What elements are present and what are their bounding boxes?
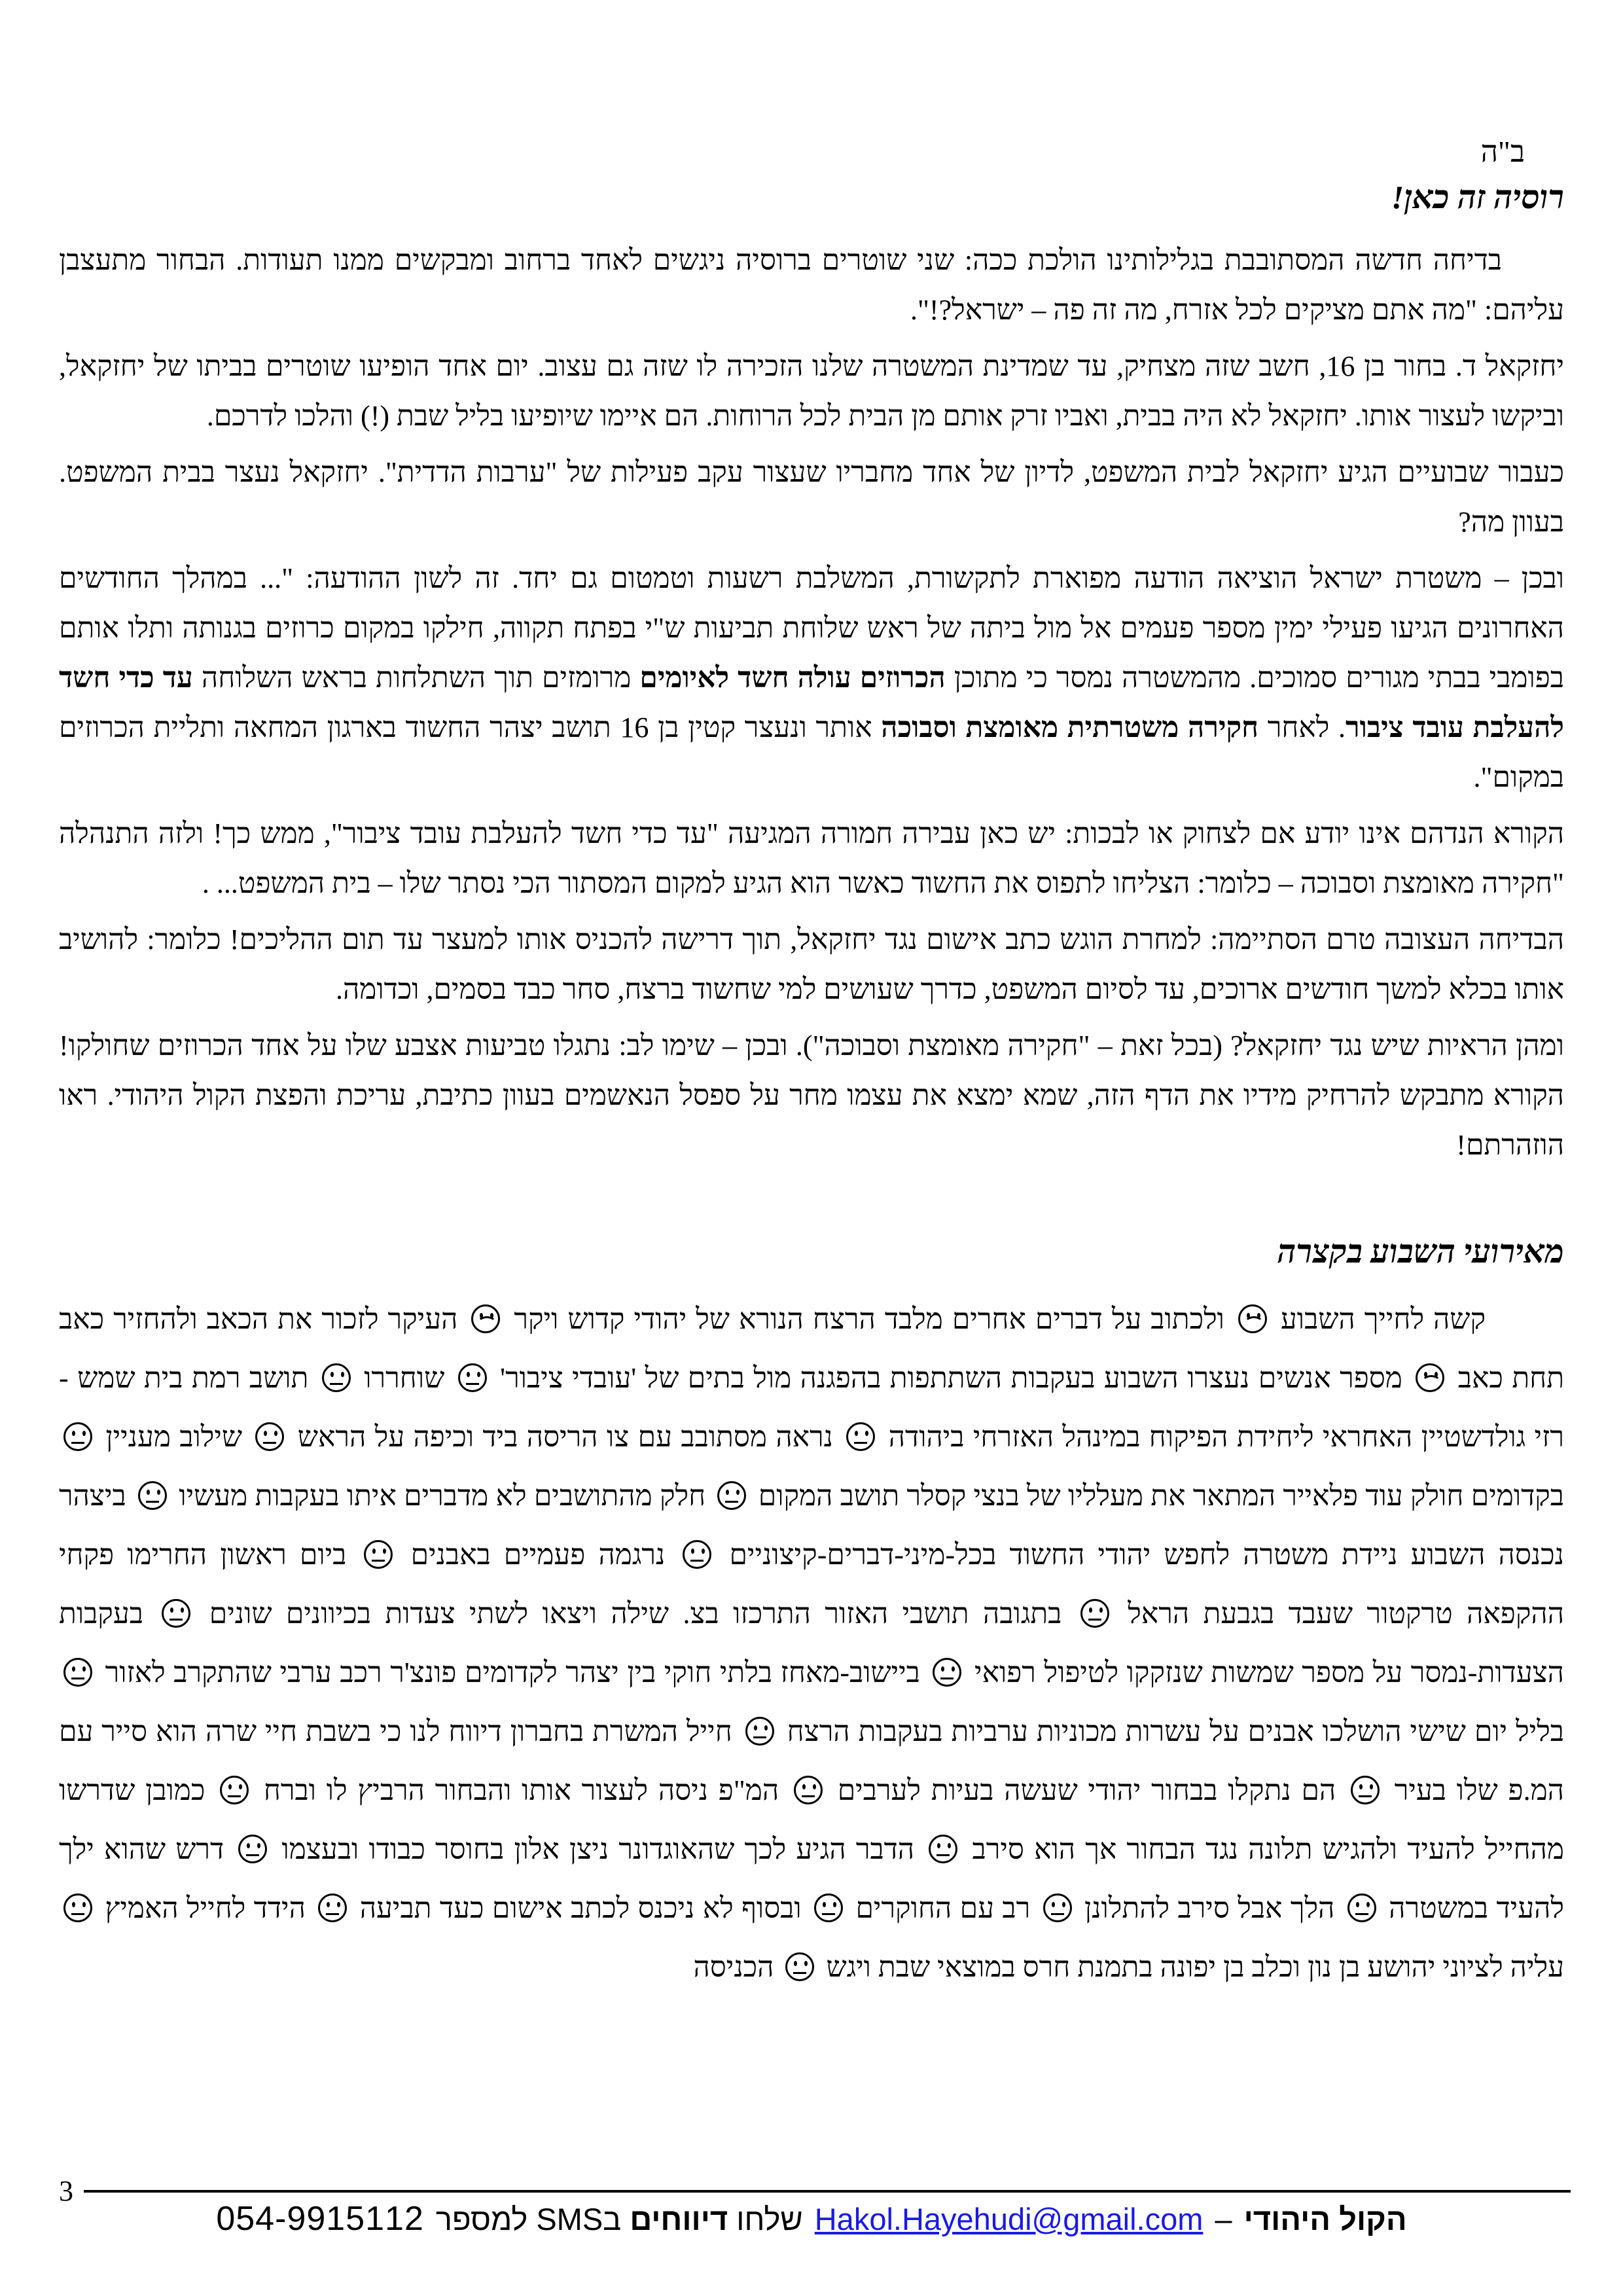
article-paragraph: כעבור שבועיים הגיע יחזקאל לבית המשפט, לדיון של אחד מחבריו שעצור עקב פעילות של "ערבות הדדית". יחזקאל נעצר בבית המשפט. בעוון מה? <box>59 456 1564 538</box>
neutral-face-icon <box>458 1363 487 1392</box>
article-paragraph: ובכן – משטרת ישראל הוציאה הודעה מפוארת לתקשורת, המשלבת רשעות וטמטום גם יחד. זה לשון ההודעה: "... במהלך החודשים האחרונים הגיעו פעילי ימין מספר פעמים אל מול ביתה של ראש שלוחת תביעות ש"י בפתח תקווה, חילקו במקום כרוזים בגנותה ותלו אותם בפומבי בבתי מגורים סמוכים. מהמשטרה נמסר כי מתוכן הכרוזים עולה חשד לאיומים מרומזים תוך השתלחות בראש השלוחה עד כדי חשד להעלבת עובד ציבור. לאחר חקירה משטרתית מאומצת וסבוכה אותר ונעצר קטין בן 16 תושב יצהר החשוד בארגון המחאה ותליית הכרוזים במקום". <box>59 562 1564 793</box>
article-body <box>59 236 1564 1170</box>
events-section-body: קשה לחייך השבוע ולכתוב על דברים אחרים מלבד הרצח הנורא של יהודי קדוש ויקר העיקר לזכור את הכאב ולהחזיר כאב תחת כאב מספר אנשים נעצרו השבוע בעקבות השתתפות בהפגנה מול בתים של 'עובדי ציבור' שוחררו תושב רמת בית שמש - רזי גולדשטיין האחראי ליחידת הפיקוח במינהל האזרחי ביהודה נראה מסתובב עם צו הריסה ביד וכיפה על הראש שילוב מעניין בקדומים חולק עוד פלאייר המתאר את מעלליו של בנצי קסלר תושב המקום חלק מהתושבים לא מדברים איתו בעקבות מעשיו ביצהר נכנסה השבוע ניידת משטרה לחפש יהודי החשוד בכל-מיני-דברים-קיצוניים נרגמה פעמיים באבנים ביום ראשון החרימו פקחי ההקפאה טרקטור שעבד בגבעת הראל בתגובה תושבי האזור התרכזו בצ. שילה ויצאו לשתי צעדות בכיוונים שונים בעקבות הצעדות-נמסר על מספר שמשות שנזקקו לטיפול רפואי ביישוב-מאחז בלתי חוקי בין יצהר לקדומים פונצ'ר רכב ערבי שהתקרב לאזור בליל יום שישי הושלכו אבנים על עשרות מכוניות ערביות בעקבות הרצח חייל המשרת בחברון דיווח לנו כי בשבת חיי שרה הוא סייר עם המ.פ שלו בעיר הם נתקלו בבחור יהודי שעשה בעיות לערבים המ"פ ניסה לעצור אותו והבחור הרביץ לו וברח כמובן שדרשו מהחייל להעיד ולהגיש תלונה נגד הבחור אך הוא סירב הדבר הגיע לכך שהאוגדונר ניצן אלון בחוסר כבודו ובעצמו דרש שהוא ילך להעיד במשטרה הלך אבל סירב להתלונן רב עם החוקרים ובסוף לא ניכנס לכתב אישום כעד תביעה הידד לחייל האמיץ עליה לציוני יהושע בן נון וכלב בן יפונה בתמנת חרס במוצאי שבת ויגש הכניסה <box>59 1303 1565 1983</box>
neutral-face-icon <box>929 1835 957 1863</box>
neutral-face-icon <box>318 1893 347 1922</box>
neutral-face-icon <box>138 1481 167 1510</box>
footer-dash: – <box>1215 2202 1232 2236</box>
neutral-face-icon <box>364 1540 393 1569</box>
neutral-face-icon <box>1351 1776 1380 1804</box>
neutral-face-icon <box>238 1835 267 1863</box>
neutral-face-icon <box>717 1481 746 1510</box>
neutral-face-icon <box>814 1893 843 1922</box>
neutral-face-icon <box>162 1599 190 1628</box>
neutral-face-icon <box>745 1717 774 1746</box>
neutral-face-icon <box>220 1776 249 1804</box>
article-paragraph: ומהן הראיות שיש נגד יחזקאל? (בכל זאת – "חקירה מאומצת וסבוכה"). ובכן – שימו לב: נתגלו טביעות אצבע שלו על אחד הכרוזים שחולקו! הקורא מתבקש להרחיק מידיו את הדף הזה, שמא ימצא את עצמו מחר על ספסל הנאשמים בעוון כתיבת, עריכת והפצת הקול היהודי. ראו הוזהרתם! <box>59 1030 1564 1161</box>
neutral-face-icon <box>1043 1893 1072 1922</box>
article-paragraph: יחזקאל ד. בחור בן 16, חשב שזה מצחיק, עד שמדינת המשטרה שלנו הזכירה לו שזה גם עצוב. יום אחד הופיעו שוטרים בביתו של יחזקאל, וביקשו לעצור אותו. יחזקאל לא היה בבית, ואביו זרק אותם מן הבית לכל הרוחות. הם איימו שיופיעו בליל שבת (!) והלכו לדרכם. <box>59 350 1564 432</box>
neutral-face-icon <box>1080 1599 1109 1628</box>
footer-brand: הקול היהודי <box>1243 2202 1407 2236</box>
footer-phone: 054-9915112 <box>216 2200 424 2238</box>
neutral-face-icon <box>933 1658 961 1687</box>
article-paragraph: הקורא הנדהם אינו יודע אם לצחוק או לבכות: יש כאן עבירה חמורה המגיעה "עד כדי חשד להעלבת עובד ציבור", ממש כך! ולזה התנהלה "חקירה מאומצת וסבוכה – כלומר: הצליחו לתפוס את החשוד כאשר הוא הגיע למקום המסתור הכי נסתר שלו – בית המשפט... . <box>59 817 1564 899</box>
neutral-face-icon <box>255 1422 284 1451</box>
article-title: רוסיה זה כאן! <box>1391 179 1564 215</box>
article-paragraph: הבדיחה העצובה טרם הסתיימה: למחרת הוגש כתב אישום נגד יחזקאל, תוך דרישה להכניס אותו למעצר עד תום ההליכים! כלומר: להושיב אותו בכלא למשך חודשים ארוכים, עד לסיום המשפט, כדרך שעושים למי שחשוד ברצח, סחר כבד בסמים, וכדומה. <box>59 924 1564 1005</box>
events-section-title: מאירועי השבוע בקצרה <box>1277 1233 1564 1270</box>
frowning-face-icon <box>471 1304 500 1333</box>
neutral-face-icon <box>846 1422 875 1451</box>
neutral-face-icon <box>1347 1893 1376 1922</box>
neutral-face-icon <box>63 1422 92 1451</box>
neutral-face-icon <box>683 1540 711 1569</box>
frowning-face-icon <box>1238 1304 1267 1333</box>
email-link[interactable]: Hakol.Hayehudi@gmail.com <box>814 2202 1204 2236</box>
bsd-mark: ב"ה <box>1480 135 1525 168</box>
footer-sms-text: שלחו דיווחים בSMS למספר <box>435 2202 803 2236</box>
footer <box>0 2199 1623 2238</box>
footer-divider-line <box>84 2190 1571 2193</box>
neutral-face-icon <box>785 1952 814 1981</box>
page-number: 3 <box>59 2175 73 2207</box>
frowning-face-icon <box>1416 1363 1444 1392</box>
neutral-face-icon <box>63 1893 92 1922</box>
article-paragraph: בדיחה חדשה המסתובבת בגלילותינו הולכת ככה: שני שוטרים ברוסיה ניגשים לאחד ברחוב ומבקשים ממנו תעודות. הבחור מתעצבן עליהם: "מה אתם מציקים לכל אזרח, מה זה פה – ישראל?!". <box>59 244 1564 326</box>
neutral-face-icon <box>63 1658 92 1687</box>
neutral-face-icon <box>322 1363 351 1392</box>
neutral-face-icon <box>794 1776 823 1804</box>
